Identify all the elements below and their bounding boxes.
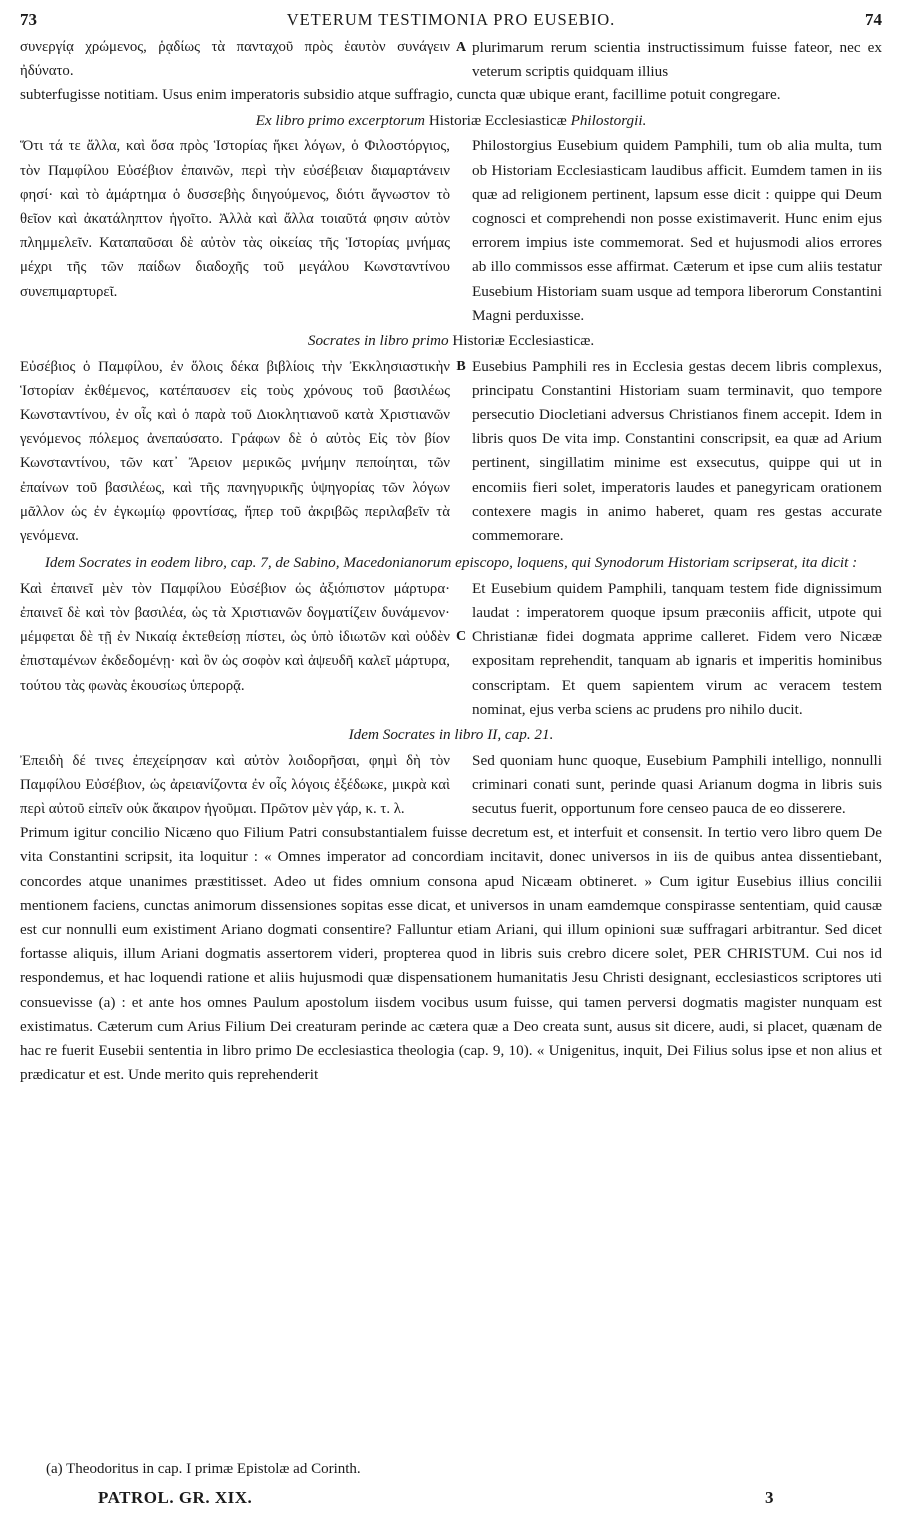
section1-latin: Philostorgius Eusebium quidem Pamphili, tum ob alia multa, tum ob Historiam Ecclesiasticam laudibus afficit. Eumdem tamen in iis quæ ad religionem pertinent, lapsum esse dicit : quippe qui Deum cognosci et comprehendi non posse existimaverit. Hunc enim ejus errorem impius iste commemorat. Sed et hujusmodi alios errores ab illo commissos esse affirmat. Cæterum et ipse cum aliis testatur Eusebium Historiam suam usque ad tempora liberorum Constantini Magni perduxisse. bbox=[472, 137, 882, 324]
section1-greek: Ὅτι τά τε ἄλλα, καὶ ὅσα πρὸς Ἱστορίας ἥκει λόγων, ὁ Φιλοστόργιος, τὸν Παμφίλου Εὐσέβιον ἐπαινῶν, περὶ τὴν εὐσέβειαν διαμαρτάνειν φησί· καὶ τὸ ἁμάρτημα ὁ δυσσεβὴς διηγούμενος, διότι ἄγνωστον τὸ θεῖον καὶ ἀκατάληπτον ἡγοῖτο. Ἀλλὰ καὶ ἄλλα τοιαῦτά φησιν αὐτὸν πλημμελεῖν. Καταπαῦσαι δὲ αὐτὸν τὰς οἰκείας τῆς Ἱστορίας μνήμας μέχρι τῆς τῶν παίδων διαδοχῆς τοῦ μεγάλου Κωνσταντίνου συνεπιμαρτυρεῖ. bbox=[20, 138, 450, 300]
intro-latin: plurimarum rerum scientia instructissimum fuisse fateor, nec ex veterum scriptis quidquam illius bbox=[472, 39, 882, 80]
section3-heading bbox=[20, 551, 882, 575]
section2-heading bbox=[20, 329, 882, 353]
section2-greek: Εὐσέβιος ὁ Παμφίλου, ἐν ὅλοις δέκα βιβλίοις τὴν Ἐκκλησιαστικὴν Ἱστορίαν ἐκθέμενος, κατέπαυσεν εἰς τοὺς χρόνους τοῦ βασιλέως Κωνσταντίνου, ἐν οἷς καὶ ὁ παρὰ τοῦ Διοκλητιανοῦ κατὰ Χριστιανῶν γενόμενος πόλεμος ἀνεπαύσατο. Γράφων δὲ ὁ αὐτὸς Εἰς τὸν βίον Κωνσταντίνου, τῶν κατ᾽ Ἄρειον μερικῶς μνήμην πεποίηται, τῶν ἐπαίνων τοῦ βασιλέως, καὶ τῆς πανηγυρικῆς ὑψηγορίας τῶν λόγων μᾶλλον ὡς ἐν ἐγκωμίῳ φροντίσας, ἤπερ τοῦ ἀκριβῶς περιλαβεῖν τὰ γενόμενα. bbox=[20, 358, 450, 545]
signature-number: 3 bbox=[765, 1488, 774, 1507]
section1-heading-italic: Ex libro primo excerptorum bbox=[255, 111, 426, 129]
marginal-marker-a: A bbox=[455, 40, 467, 55]
section4-heading-text: Idem Socrates in libro II, cap. 21. bbox=[348, 726, 554, 744]
intro-latin-continued: subterfugisse notitiam. Usus enim imperatoris subsidio atque suffragio, cuncta quæ ubique erant, facillime potuit congregare. bbox=[20, 86, 781, 104]
intro-greek: συνεργίᾳ χρώμενος, ῥᾳδίως τὰ πανταχοῦ πρὸς ἑαυτὸν συνάγειν ἠδύνατο. bbox=[20, 39, 450, 79]
section2-latin: Eusebius Pamphili res in Ecclesia gestas decem libris complexus, principatu Constantini Historiam suam terminavit, quo tempore persecutio Diocletiani adversus Christianos finem accepit. Idem in libris quos De vita imp. Constantini conscripsit, ea quæ ad Arium pertinent, singillatim minime est exsecutus, quippe qui ut in encomiis fieri solet, imperatoris laudes et panegyricam orationem contexere magis in animo haberet, quam res gestas accurate commemorare. bbox=[472, 357, 882, 545]
section2-heading-italic: Socrates in libro primo bbox=[307, 332, 449, 349]
right-page-number: 74 bbox=[865, 10, 882, 29]
section4-latin: Sed quoniam hunc quoque, Eusebium Pamphili intelligo, nonnulli criminari conati sunt, perinde quasi Arianum dogma in libris suis secutus fuerit, opportunum fore censeo pauca de eo disserere. bbox=[472, 751, 882, 818]
section4-heading bbox=[20, 723, 882, 747]
marginal-marker-b: B bbox=[456, 358, 466, 374]
section3-latin: Et Eusebium quidem Pamphili, tanquam testem fide dignissimum laudat : imperatorem quoque ipsum præconiis afficit, utpote qui Christianæ fidei dogmata apprime calleret. Fidem vero Nicææ expositam reprehendit, tanquam ab ignaris et imperitis hominibus conscriptam. Et quem sapientem virum ac veracem testem nominat, ejus verba sciens ac prudens pro nihilo ducit. bbox=[472, 579, 882, 718]
section1-pair bbox=[20, 134, 882, 328]
section1-heading-roman: Historiæ Ecclesiasticæ bbox=[428, 111, 567, 129]
left-page-number: 73 bbox=[20, 10, 37, 29]
section4-gutter bbox=[454, 749, 468, 822]
section2-heading-roman: Historiæ Ecclesiasticæ. bbox=[452, 332, 595, 349]
section4-latin-continued: Primum igitur concilio Nicæno quo Filium Patri consubstantialem fuisse decretum est, et interfuit et consensit. In tertio vero libro quem De vita Constantini scripsit, ita loquitur : « Omnes imperator ad concordiam incitavit, donec universos in iis de quibus antea dissentiebant, concordes atque unanimes præstitisset. Adeo ut fides omnium consona apud Nicæam obtineret. » Cum igitur Eusebius illius concilii mentionem faciens, cunctas animorum dissensiones sopitas esse dicat, et universos in unam eamdemque conspirasse sententiam, quid causæ est cur nonnulli eum existiment Ariano dogmati consentire? Falluntur etiam Ariani, qui illum opinioni suæ suffragari arbitrantur. Sed dicet fortasse aliquis, illum Ariani dogmatis assertorem videri, propterea quod in libris suis crebro dicere solet, PER CHRISTUM. Cui nos id respondemus, et hac loquendi ratione et aliis hujusmodi quæ dispensationem humanitatis Jesu Christi designant, ecclesiasticos scriptores uti consuevisse (a) : et ante hos omnes Paulum apostolum iisdem vocibus usum fuisse, qui tamen perversi dogmatis magister nunquam est existimatus. Cæterum cum Arius Filium Dei creaturam perinde ac cætera quæ a Deo creata sunt, ausus sit dicere, audi, si placet, quænam de hac re fuerit Eusebii sententia in libro primo De ecclesiastica theologia (cap. 9, 10). « Unigenitus, inquit, Dei Filius solus ipse et non alius et prædicatur et est. Unde merito quis reprehenderit bbox=[20, 824, 882, 1084]
section3-pair bbox=[20, 577, 882, 722]
footnote: (a) Theodoritus in cap. I primæ Epistolæ ad Corinth. bbox=[46, 1461, 361, 1477]
intro-pair bbox=[20, 36, 882, 83]
section3-heading-text: Idem Socrates in eodem libro, cap. 7, de Sabino, Macedonianorum episcopo, loquens, qui Synodorum Historiam scripserat, ita dicit : bbox=[44, 554, 858, 572]
section1-heading bbox=[20, 109, 882, 133]
section1-gutter bbox=[454, 134, 468, 328]
section2-pair bbox=[20, 355, 882, 549]
section4-pair bbox=[20, 749, 882, 822]
section3-greek: Καὶ ἐπαινεῖ μὲν τὸν Παμφίλου Εὐσέβιον ὡς ἀξιόπιστον μάρτυρα· ἐπαινεῖ δὲ καὶ τὸν βασιλέα, ὡς τὰ Χριστιανῶν δογματίζειν δυνάμενον· μέμφεται δὲ τῇ ἐν Νικαίᾳ ἐκτεθείσῃ πίστει, ὡς ὑπὸ ἰδιωτῶν καὶ οὐδὲν ἐπισταμένων ἐκδεδομένῃ· καὶ ὃν ὡς σοφὸν καὶ ἀψευδῆ καλεῖ μάρτυρα, τούτου τὰς φωνὰς ἑκουσίως ὑπερορᾷ. bbox=[20, 580, 450, 694]
marginal-marker-c: C bbox=[455, 628, 467, 644]
running-title: VETERUM TESTIMONIA PRO EUSEBIO. bbox=[286, 10, 616, 29]
running-head bbox=[20, 8, 882, 34]
section1-heading-italic2: Philostorgii. bbox=[570, 111, 647, 129]
signature-label: PATROL. GR. XIX. bbox=[98, 1488, 253, 1507]
section4-greek: Ἐπειδὴ δέ τινες ἐπεχείρησαν καὶ αὐτὸν λοιδορῆσαι, φημὶ δὴ τὸν Παμφίλου Εὐσέβιον, ὡς ἀρειανίζοντα ἐν οἷς λόγοις ἐξέδωκε, μικρὰ καὶ περὶ αὐτοῦ εἰπεῖν οὐκ ἄκαιρον ἡγοῦμαι. Πρῶτον μὲν γάρ, κ. τ. λ. bbox=[20, 752, 450, 818]
